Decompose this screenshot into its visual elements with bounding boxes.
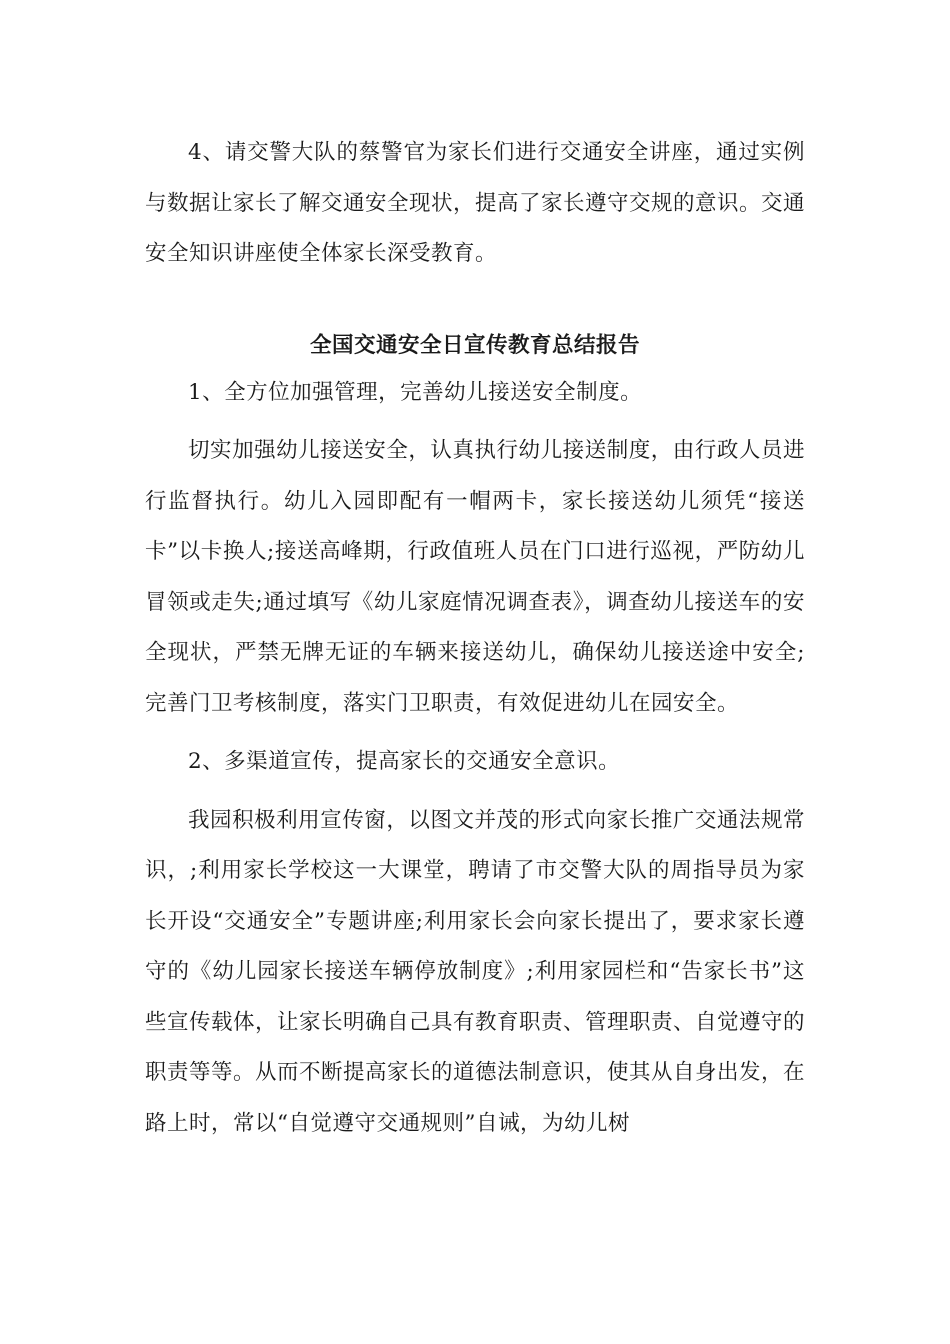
section-2-title: 2、多渠道宣传，提高家长的交通安全意识。 [188,749,621,774]
section-2-body: 我园积极利用宣传窗，以图文并茂的形式向家长推广交通法规常识，;利用家长学校这一大课堂，聘请了市交警大队的周指导员为家长开设“交通安全”专题讲座;利用家长会向家长提出了，要求家长遵守的《幼儿园家长接送车辆停放制度》;利用家园栏和“告家长书”这些宣传载体，让家长明确自己具有教育职责、管理职责、自觉遵守的职责等等。从而不断提高家长的道德法制意识，使其从自身出发，在路上时，常以“自觉遵守交通规则”自诫，为幼儿树 [145,807,806,1136]
section-1-body: 切实加强幼儿接送安全，认真执行幼儿接送制度，由行政人员进行监督执行。幼儿入园即配有一帽两卡，家长接送幼儿须凭“接送卡”以卡换人;接送高峰期，行政值班人员在门口进行巡视，严防幼儿冒领或走失;通过填写《幼儿家庭情况调查表》，调查幼儿接送车的安全现状，严禁无牌无证的车辆来接送幼儿，确保幼儿接送途中安全;完善门卫考核制度，落实门卫职责，有效促进幼儿在园安全。 [145,438,805,716]
document-body [145,128,805,1149]
section-1-title: 1、全方位加强管理，完善幼儿接送安全制度。 [188,379,643,405]
paragraph-lecture: 4、请交警大队的蔡警官为家长们进行交通安全讲座，通过实例与数据让家长了解交通安全现状，提高了家长遵守交规的意识。交通安全知识讲座使全体家长深受教育。 [145,140,806,266]
document-heading: 全国交通安全日宣传教育总结报告 [309,332,640,358]
